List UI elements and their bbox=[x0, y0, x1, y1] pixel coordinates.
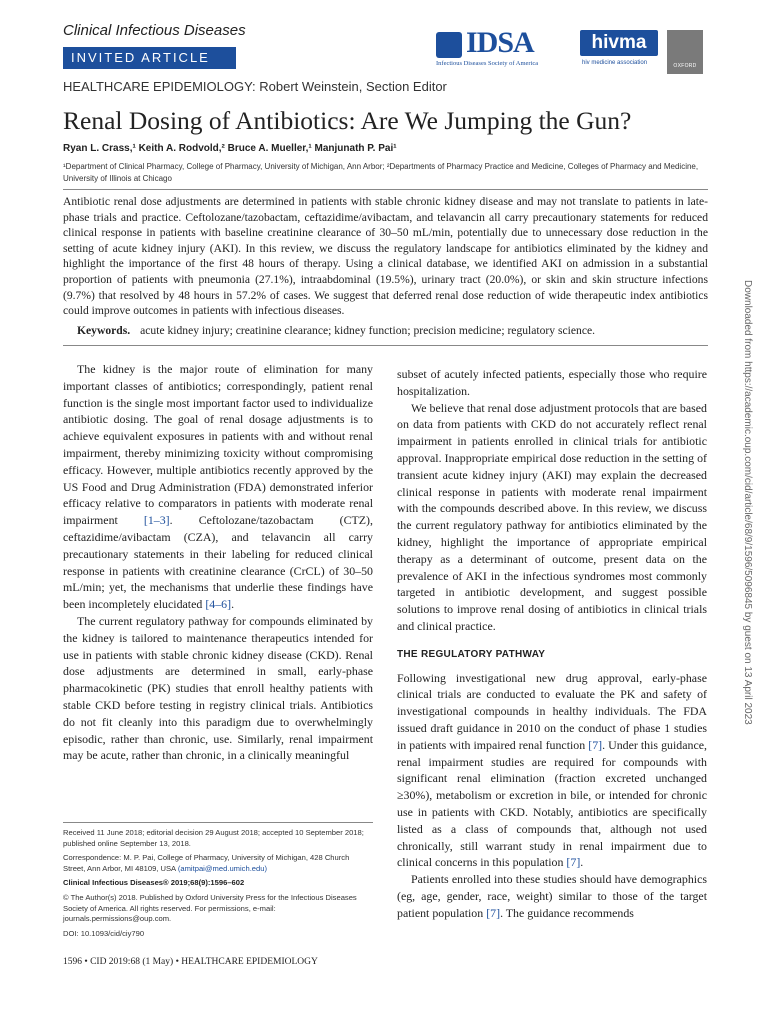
body-paragraph bbox=[63, 613, 373, 764]
abstract-text: Antibiotic renal dose adjustments are determined in patients with stable chronic kidney disease and may not translate to patients in late-phase trials and practice. Ceftolozane/tazobactam, ceftazidime/avibactam, and telavancin all carry precautionary statements for reduced clinical response in patients with baseline creatinine clearance of 30–50 mL/min, potentially due to unnecessary dose reduction in the setting of acute kidney injury (AKI). In this review, we discuss the regulatory landscape for antibiotics eliminated by the kidney and highlight the importance of the first 48 hours of therapy. Using a clinical database, we identified AKI on admission in a substantial proportion of patients with pneumonia (27.1%), intraabdominal (19.5%), urinary tract (20.0%), or skin and skin structure infections (9.7%) that resolved by 48 hours in 57.2% of cases. We suggest that deferred renal dose reduction of wide therapeutic index antibiotics could improve outcomes in patients with infectious diseases. bbox=[63, 195, 708, 318]
author-list: Ryan L. Crass,¹ Keith A. Rodvold,² Bruce A. Mueller,¹ Manjunath P. Pai¹ bbox=[63, 143, 397, 154]
abstract-box bbox=[63, 189, 708, 346]
body-text: . Ceftolozane/tazobactam (CTZ), ceftazidime/avibactam (CZA), and telavancin all carry precautionary statements in their labeling for reduced clinical response in patients with creatinine clearance (CrCL) of 30–50 mL/min; yet, the mechanisms that underlie these findings have been incompletely elucidated bbox=[63, 513, 373, 612]
hivma-logo-text: hivma bbox=[580, 30, 658, 56]
page-footer: 1596 • CID 2019:68 (1 May) • HEALTHCARE EPIDEMIOLOGY bbox=[63, 957, 318, 967]
keywords-line bbox=[63, 323, 708, 339]
hivma-logo bbox=[580, 30, 660, 70]
footnotes bbox=[63, 828, 373, 943]
reference-link[interactable]: [7] bbox=[566, 855, 581, 870]
article-type-banner: INVITED ARTICLE bbox=[63, 47, 236, 69]
reference-link[interactable]: [7] bbox=[588, 737, 603, 752]
correspondence-email-link[interactable]: (amitpai@med.umich.edu) bbox=[177, 863, 268, 873]
body-paragraph bbox=[63, 361, 373, 613]
oxford-logo bbox=[667, 30, 703, 74]
hivma-logo-subtitle: hiv medicine association bbox=[582, 60, 648, 66]
reference-link[interactable]: [4–6] bbox=[205, 597, 232, 612]
body-text: . bbox=[580, 855, 584, 870]
download-watermark-text: Downloaded from https://academic.oup.com/cid/article/68/9/1596/5096845 by guest on 13 April 2023 bbox=[742, 280, 753, 725]
journal-citation: Clinical Infectious Diseases® 2019;68(9):1596–602 bbox=[63, 878, 245, 888]
reference-link[interactable]: [7] bbox=[486, 905, 501, 920]
body-text: Patients enrolled into these studies should have demographics (eg, age, gender, race, weight) similar to those of the target patient population bbox=[397, 872, 707, 920]
body-text: Following investigational new drug approval, early-phase clinical trials are conducted to evaluate the PK and safety of investigational compounds in healthy individuals. The FDA issued draft guidance in 2010 on the conduct of phase 1 studies in patients with impaired renal function bbox=[397, 670, 707, 752]
correspondence bbox=[63, 853, 373, 874]
body-text: The current regulatory pathway for compounds eliminated by the kidney is tailored to maintenance therapeutics intended for use in patients with stable chronic kidney disease (CKD). Renal dose adjustments are determined in small, early-phase pharmacokinetic (PK) studies that enroll healthy patients with stable CKD before testing in registry clinical trials. Antibiotics do not fit cleanly into this paradigm due to overwhelmingly episodic, rather than chronic, use. Similarly, renal impairment may be acute, rather than chronic, in a clinically meaningful bbox=[63, 613, 373, 763]
section-heading: THE REGULATORY PATHWAY bbox=[397, 648, 546, 660]
body-text: . Under this guidance, renal impairment studies are required for compounds with significant renal elimination (fraction excreted unchanged ≥30%), metabolism or excretion in bile, or intended for chronic use in patients with CKD. Notably, antibiotics are specifically listed as a class of compounds that, although not used chronically, still warrant study in renal impairment due to clinical concerns in this population bbox=[397, 737, 707, 870]
idsa-logo bbox=[436, 26, 576, 70]
idsa-logo-text: IDSA bbox=[466, 26, 534, 59]
body-text: . bbox=[231, 597, 235, 612]
received-dates: Received 11 June 2018; editorial decision 29 August 2018; accepted 10 September 2018; published online September 13, 2018. bbox=[63, 828, 364, 848]
correspondence-text: Correspondence: M. P. Pai, College of Pharmacy, University of Michigan, 428 Church Street, Ann Arbor, MI 48109, USA bbox=[63, 853, 350, 873]
footnote-divider bbox=[63, 822, 373, 823]
copyright-notice: © The Author(s) 2018. Published by Oxford University Press for the Infectious Diseases Society of America. All rights reserved. For permissions, e-mail: journals.permissions@oup.com. bbox=[63, 892, 357, 924]
keywords-label: Keywords. bbox=[77, 324, 131, 337]
body-text: The kidney is the major route of elimination for many important classes of antibiotics; correspondingly, patient renal function is the single most important factor used to individualize antibiotic dosing. The goal of renal dosage adjustments is to achieve equivalent exposures in patients with and without renal impairment, thereby minimizing toxicity without compromising efficacy. However, multiple antibiotics recently approved by the US Food and Drug Administration (FDA) demonstrated inferior efficacy relative to comparators in patients with moderate renal impairment bbox=[63, 362, 373, 528]
journal-name: Clinical Infectious Diseases bbox=[63, 22, 246, 39]
keywords-text: acute kidney injury; creatinine clearance; kidney function; precision medicine; regulatory science. bbox=[140, 324, 596, 337]
body-paragraph: subset of acutely infected patients, especially those who require hospitalization. bbox=[397, 367, 707, 398]
doi[interactable]: DOI: 10.1093/cid/ciy790 bbox=[63, 928, 145, 938]
body-paragraph bbox=[397, 871, 707, 921]
body-column-left bbox=[63, 361, 373, 764]
reference-link[interactable]: [1–3] bbox=[143, 513, 170, 528]
idsa-shield-icon bbox=[436, 32, 462, 58]
download-watermark bbox=[741, 280, 753, 740]
section-line: HEALTHCARE EPIDEMIOLOGY: Robert Weinstein, Section Editor bbox=[63, 79, 447, 94]
idsa-logo-subtitle: Infectious Diseases Society of America bbox=[436, 60, 539, 67]
body-paragraph: We believe that renal dose adjustment protocols that are based on data from patients with CKD do not accurately reflect renal impairment in patients enrolled in clinical trials for antibiotic approval. Inappropriate empirical dose reduction in the setting of transient acute kidney injury (AKI) may explain the decreased clinical response in patients with moderate renal impairment with the compounds described above. In this review, we discuss the current regulatory pathway for antibiotics eliminated by the kidney, highlight the importance of appropriate empirical therapy as a determinant of outcome, present data on the prevalence of AKI in the infectious syndromes most commonly targeted in antibiotic development, and suggest possible solutions to improve renal dosing of antibiotics in clinical trials and clinical practice. bbox=[397, 400, 707, 633]
body-paragraph bbox=[397, 670, 707, 872]
body-column-right bbox=[397, 366, 707, 922]
body-text: . The guidance recommends bbox=[500, 905, 634, 920]
author-affiliations: ¹Department of Clinical Pharmacy, College of Pharmacy, University of Michigan, Ann Arbor; ²Departments of Pharmacy Practice and Medicine, Colleges of Pharmacy and Medicine, University of Illinois at Chicago bbox=[63, 162, 699, 183]
oxford-logo-text: OXFORD bbox=[673, 63, 697, 69]
article-title: Renal Dosing of Antibiotics: Are We Jumping the Gun? bbox=[63, 106, 632, 135]
